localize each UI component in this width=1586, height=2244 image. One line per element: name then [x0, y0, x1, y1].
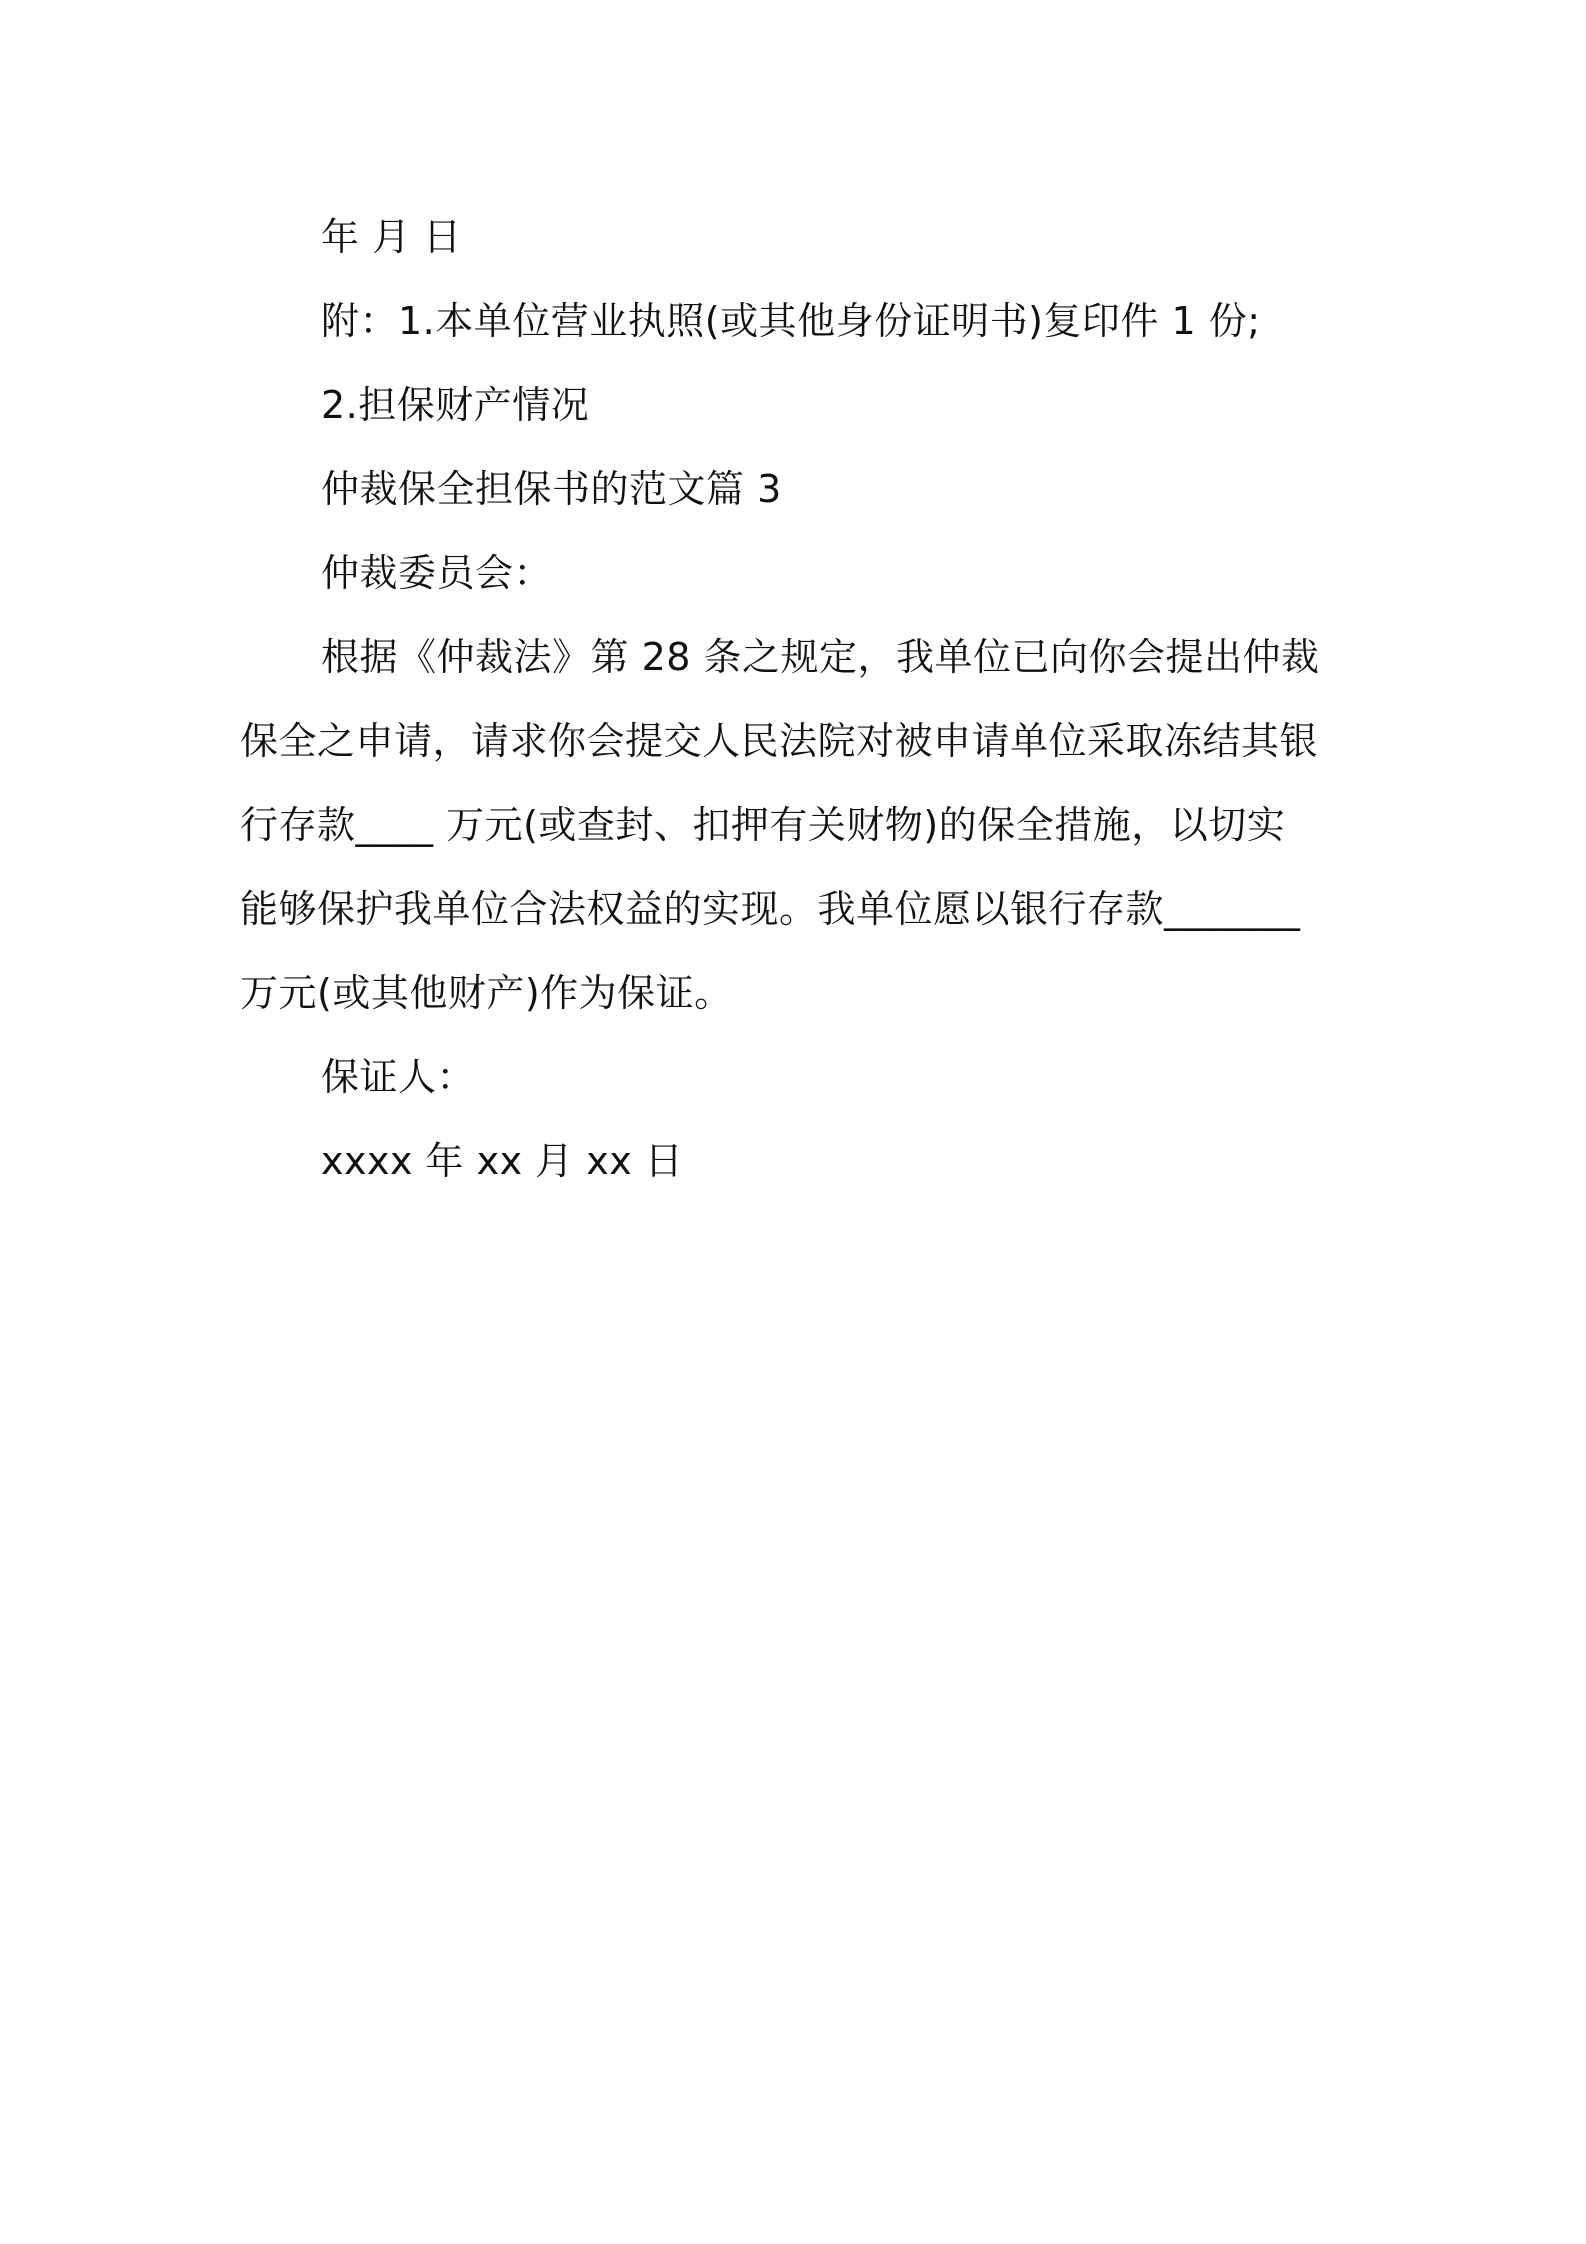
attachment-item-1: 附：1.本单位营业执照(或其他身份证明书)复印件 1 份;	[321, 299, 1261, 343]
date-line: 年 月 日	[321, 215, 462, 259]
document-content	[240, 195, 1350, 1203]
body-paragraph	[240, 615, 1350, 1035]
body-line: 根据《仲裁法》第 28 条之规定，我单位已向你会提出仲裁	[321, 635, 1320, 679]
attachment-item-2: 2.担保财产情况	[321, 383, 590, 427]
signature-date: xxxx 年 xx 月 xx 日	[321, 1139, 684, 1183]
body-line: 行存款____ 万元(或查封、扣押有关财物)的保全措施，以切实	[240, 803, 1286, 847]
body-line: 能够保护我单位合法权益的实现。我单位愿以银行存款_______	[240, 887, 1301, 931]
addressee: 仲裁委员会：	[321, 551, 553, 595]
guarantor-label: 保证人：	[321, 1055, 476, 1099]
body-line: 保全之申请，请求你会提交人民法院对被申请单位采取冻结其银	[240, 719, 1319, 763]
body-line: 万元(或其他财产)作为保证。	[240, 971, 733, 1015]
section-title: 仲裁保全担保书的范文篇 3	[321, 467, 782, 511]
